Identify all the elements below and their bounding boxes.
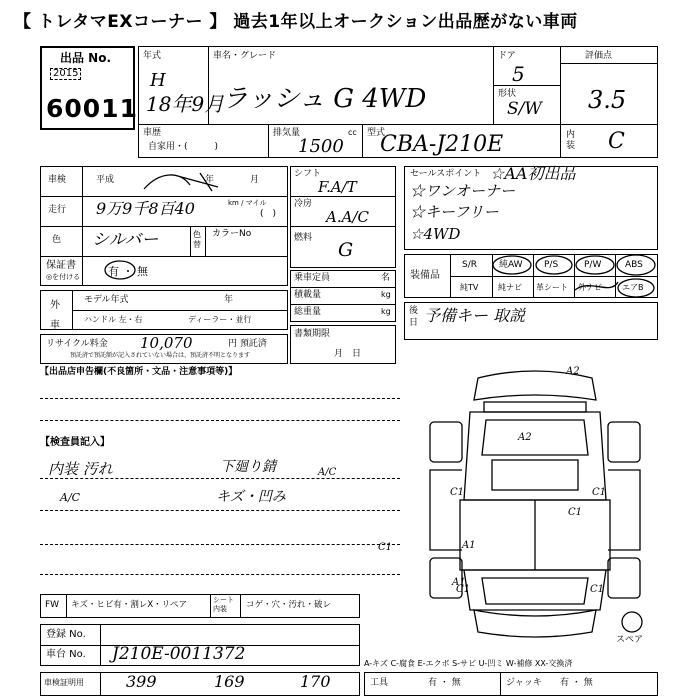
shape-value: S/W	[507, 99, 542, 119]
shaken-era: 平成	[96, 175, 115, 185]
equip-label: 装備品	[410, 270, 440, 281]
name-written: ラッシュ G 4WD	[222, 84, 427, 114]
mark-c1-left: C1	[450, 487, 465, 498]
usage-label: 車歴	[143, 128, 162, 138]
seat-items: コゲ・穴・汚れ・破レ	[246, 600, 332, 610]
model-year-label: モデル年式	[84, 295, 129, 305]
usage-value: 自家用・( )	[148, 142, 219, 152]
inspector-note-2: A/C	[60, 491, 81, 504]
seat-label: シート 内装	[213, 596, 234, 614]
equip-navi: 純ナビ	[498, 283, 522, 292]
chassis-label: 車台 No.	[46, 649, 86, 660]
interior-value: C	[608, 129, 625, 154]
equip-sr: S/R	[462, 260, 477, 270]
reg-label: 登録 No.	[46, 629, 86, 640]
fuel-label: 燃料	[294, 233, 313, 243]
fw-items: キズ・ヒビ有・割レX・リペア	[71, 600, 187, 610]
recycle-note: 預託済で預託額が記入されていない場合は、預託済不明となります	[70, 352, 251, 359]
name-label: 車名・グレード	[213, 51, 277, 61]
shaken-year: 年	[205, 175, 215, 185]
inspector-label: 【検査員記入】	[40, 437, 110, 448]
warranty-options: 有 ・ 無	[108, 265, 148, 278]
fw-label: FW	[45, 600, 60, 610]
mark-a2-hood: A2	[518, 432, 532, 443]
chassis-value: J210E-0011372	[112, 644, 246, 664]
warranty-circle	[102, 258, 138, 282]
mark-a1-bumper: A1	[452, 577, 466, 588]
lot-number: 60011	[46, 94, 138, 123]
cert-label: 車検証明用	[44, 678, 84, 687]
equip-leather: 革シート	[536, 283, 568, 292]
sales-label: セールスポイント	[410, 169, 482, 179]
shaken-scribble	[140, 167, 230, 195]
capacity-unit: 名	[381, 273, 391, 283]
dealer-label: ディーラー・並行	[188, 315, 252, 324]
equip-ext-navi: 外ナビ	[578, 283, 602, 292]
color-value: シルバー	[92, 230, 159, 250]
jack-label: ジャッキ	[506, 678, 542, 688]
mileage-paren: ( )	[260, 209, 277, 219]
rear-value: 予備キー 取説	[424, 306, 526, 325]
cert-value-2: 169	[214, 672, 245, 691]
score-value: 3.5	[588, 86, 627, 114]
shape-label: 形状	[498, 89, 517, 99]
interior-label: 内装	[566, 130, 576, 151]
mileage-units: km / マイル	[228, 199, 267, 207]
color-sub: 色替	[193, 230, 201, 249]
inspector-note-5: キズ・凹み	[216, 489, 286, 505]
equip-pw: P/W	[584, 260, 602, 270]
fuel-value: G	[338, 239, 354, 261]
recycle-unit: 円 預託済	[228, 339, 267, 349]
warranty-label: 保証書	[46, 260, 76, 271]
equip-airbag: エアB	[622, 283, 644, 292]
inspector-note-1: 内装 汚れ	[48, 460, 113, 478]
sales-line-2: ☆ワンオーナー	[410, 182, 516, 200]
load-label: 積載量	[294, 290, 322, 300]
shift-label: シフト	[294, 169, 322, 179]
score-label: 評価点	[585, 51, 613, 61]
banner-title: 【 トレタマEXコーナー 】 過去1年以上オークション出品歴がない車両	[14, 12, 578, 32]
mileage-label: 走行	[48, 205, 67, 215]
tool-label: 工具	[370, 678, 389, 688]
doc-unit: 月 日	[334, 349, 362, 359]
jack-options: 有 ・ 無	[560, 678, 593, 688]
recycle-value: 10,070	[140, 334, 193, 352]
capacity-label: 乗車定員	[294, 273, 331, 283]
sales-line-1: ☆AA初出品	[490, 164, 576, 183]
equip-ps: P/S	[544, 260, 559, 270]
recycle-label: リサイクル料金	[46, 339, 108, 349]
lot-label: 出品 No.	[60, 51, 112, 65]
sales-line-3: ☆キーフリー	[410, 203, 499, 221]
inspector-note-4: A/C	[318, 467, 337, 478]
model-label: 型式	[367, 128, 386, 138]
equip-abs: ABS	[625, 260, 643, 270]
shaken-month: 月	[250, 175, 260, 185]
cert-value-1: 399	[126, 672, 157, 691]
mark-a1-rear-left: A1	[462, 540, 476, 551]
load-unit: kg	[381, 290, 391, 299]
handle-label: ハンドル 左・右	[84, 315, 143, 324]
year-label: 年式	[143, 51, 162, 61]
equip-aw: 純AW	[499, 260, 523, 270]
doc-label: 書類期限	[294, 329, 331, 339]
door-label: ドア	[498, 51, 516, 61]
equip-tv: 純TV	[460, 283, 479, 292]
mileage-value: 9万9千8百40	[96, 199, 195, 218]
tool-options: 有 ・ 無	[428, 678, 461, 688]
gross-unit: kg	[381, 307, 391, 316]
cc-unit: cc	[348, 128, 357, 137]
mark-c1-rear: C1	[568, 507, 583, 518]
cc-label: 排気量	[273, 128, 301, 138]
mark-c1-right: C1	[592, 487, 607, 498]
lot-year-stamp: 2015	[50, 68, 81, 80]
car-diagram	[378, 360, 670, 650]
rear-label: 後日	[409, 306, 419, 328]
mark-c1-rear-right: C1	[590, 584, 605, 595]
shaken-label: 車検	[48, 175, 67, 185]
year-value: 18年9月	[146, 92, 225, 116]
ac-label: 冷房	[294, 199, 313, 209]
mark-c1-side: C1	[378, 542, 393, 553]
mark-a2-front: A2	[566, 366, 580, 377]
ac-value: A.A/C	[326, 208, 369, 226]
ext-label: 外車	[50, 300, 60, 331]
color-no-label: カラーNo	[212, 229, 252, 239]
model-year-unit: 年	[224, 295, 234, 305]
legend: A-キズ C-腐食 E-エクボ S-サビ U-凹ミ W-補修 XX-交換済	[364, 659, 573, 668]
mark-c1-rear-left: C1	[456, 584, 471, 595]
warranty-sub: ◎を付ける	[46, 273, 81, 281]
door-value: 5	[512, 62, 525, 86]
seller-notes-label: 【出品店申告欄(不良箇所・文品・注意事項等)】	[40, 367, 238, 377]
model-value: CBA-J210E	[380, 132, 504, 157]
inspector-note-3: 下廻り錆	[220, 459, 276, 475]
color-label: 色	[52, 235, 62, 245]
spare-label: スペア	[616, 635, 644, 645]
sales-line-4: ☆4WD	[410, 225, 461, 243]
shift-value: F.A/T	[318, 178, 357, 196]
cert-value-3: 170	[300, 672, 331, 691]
equip-circles	[450, 248, 660, 308]
gross-label: 総重量	[294, 307, 322, 317]
year-written: H	[150, 70, 166, 91]
cc-value: 1500	[298, 136, 344, 157]
